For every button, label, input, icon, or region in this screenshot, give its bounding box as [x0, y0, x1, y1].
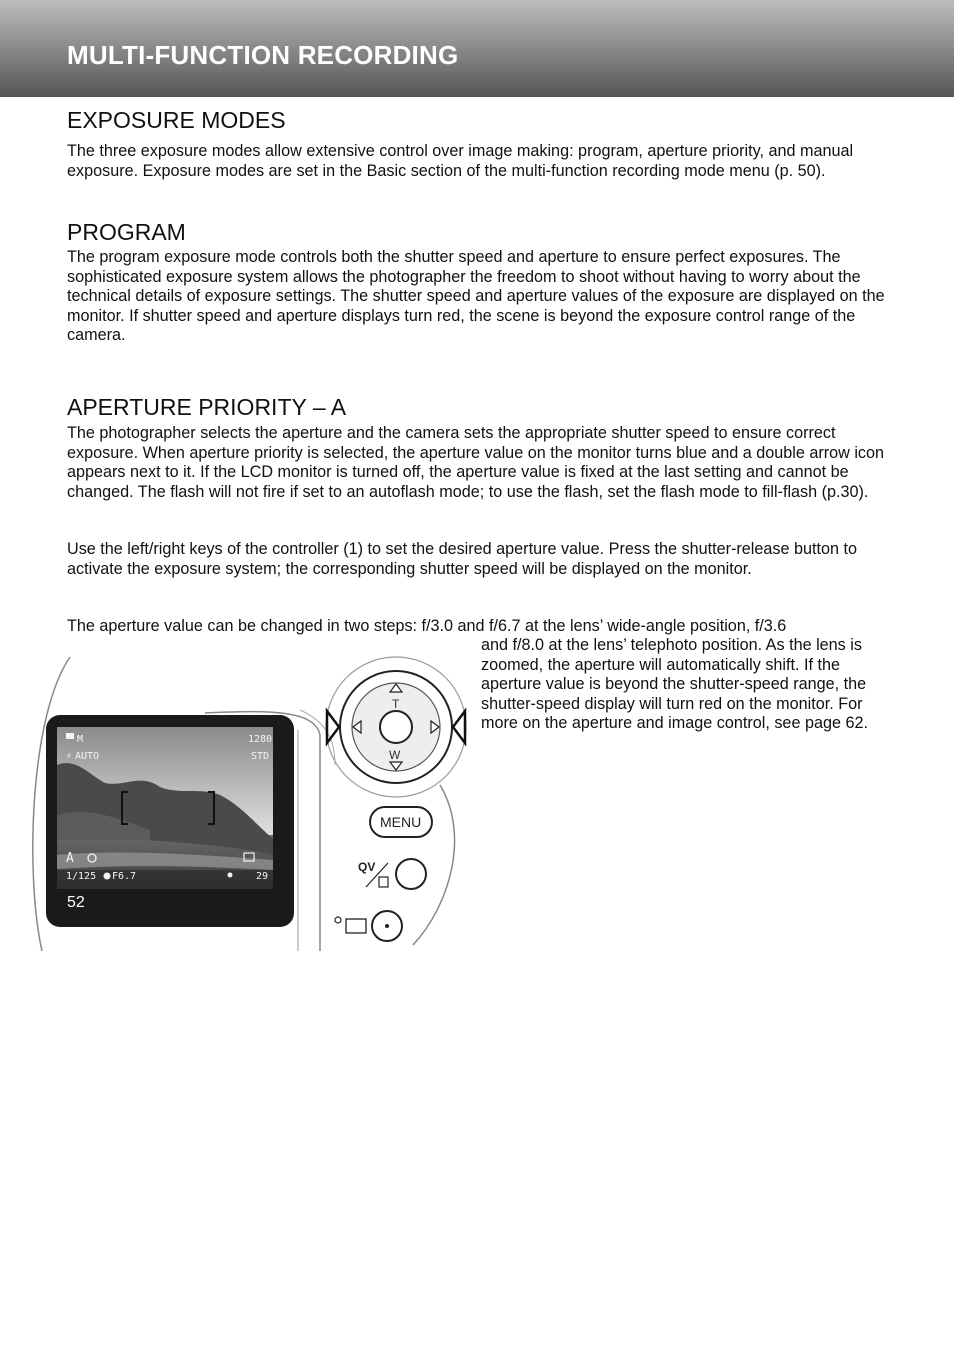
controller [326, 657, 466, 797]
trash-icon [379, 877, 388, 887]
page-header-title: MULTI-FUNCTION RECORDING [67, 40, 459, 70]
lcd-resolution: 1280 [248, 734, 273, 745]
page-header-band [0, 0, 954, 97]
right-key-indicator-icon [453, 711, 465, 743]
flash-icon: ⚡ [66, 751, 73, 762]
controller-wide-label: W [389, 748, 401, 762]
double-arrow-icon [104, 873, 111, 880]
left-key-indicator-icon [327, 711, 341, 743]
section-heading-program: PROGRAM [67, 219, 186, 245]
display-mode-icon [346, 919, 366, 933]
lcd-quality: STD [251, 751, 270, 762]
camera-back-illustration [30, 655, 470, 955]
qv-delete-button [396, 859, 426, 889]
lcd-shutter-speed: 1/125 [66, 871, 97, 882]
paragraph-aperture-priority-3-rest: and f/8.0 at the lens’ telephoto position. As the lens is zoomed, the aperture will automatically shift. If the aperture value is beyond the shutter-speed range, the shutter-speed display will turn red on the monitor. For more on the aperture and image control, see page 62. [481, 636, 868, 732]
paragraph-program: The program exposure mode controls both the shutter speed and aperture to ensure perfect exposures. The sophisticated exposure system allows the photographer the freedom to shoot without having to worry about the technical details of exposure settings. The shutter speed and aperture values of the exposure are displayed on the monitor. If shutter speed and aperture displays turn red, the scene is beyond the exposure control range of the camera. [67, 248, 885, 344]
camera-mode-icon [66, 733, 74, 739]
paragraph-exposure-modes: The three exposure modes allow extensive control over image making: program, aperture priority, and manual exposure. Exposure modes are set in the Basic section of the multi-function recording mode menu (p. 50). [67, 142, 854, 180]
section-heading-aperture-priority: APERTURE PRIORITY – A [67, 394, 347, 420]
lcd-aperture: F6.7 [112, 871, 137, 882]
focus-indicator-icon [228, 873, 233, 878]
paragraph-aperture-priority-3-line1: The aperture value can be changed in two steps: f/3.0 and f/6.7 at the lens’ wide-angle position, f/3.6 [67, 617, 787, 635]
controller-tele-label: T [392, 697, 400, 711]
lcd-mode-label: M [77, 734, 84, 745]
paragraph-aperture-priority-2: Use the left/right keys of the controller (1) to set the desired aperture value. Press the shutter-release button to activate the exposure system; the corresponding shutter speed will be displayed on the monitor. [67, 540, 858, 578]
qv-label: QV [358, 860, 376, 874]
menu-button-label: MENU [380, 814, 422, 830]
controller-center-button [380, 711, 412, 743]
page-number: 52 [67, 894, 85, 911]
lcd-flash-label: AUTO [75, 751, 100, 762]
lcd-frames-remaining: 29 [256, 871, 269, 882]
lcd-exposure-mode: A [66, 851, 74, 866]
display-button-center [385, 924, 389, 928]
paragraph-aperture-priority-1: The photographer selects the aperture and the camera sets the appropriate shutter speed to ensure correct exposure. When aperture priority is selected, the aperture value on the monitor turns blue and a double arrow icon appears next to it. If the LCD monitor is turned off, the aperture value is fixed at the last setting and cannot be changed. The flash will not fire if set to an autoflash mode; to use the flash, set the flash mode to fill-flash (p.30). [67, 424, 885, 501]
display-mode-dot-icon [335, 917, 341, 923]
section-heading-exposure-modes: EXPOSURE MODES [67, 107, 286, 133]
